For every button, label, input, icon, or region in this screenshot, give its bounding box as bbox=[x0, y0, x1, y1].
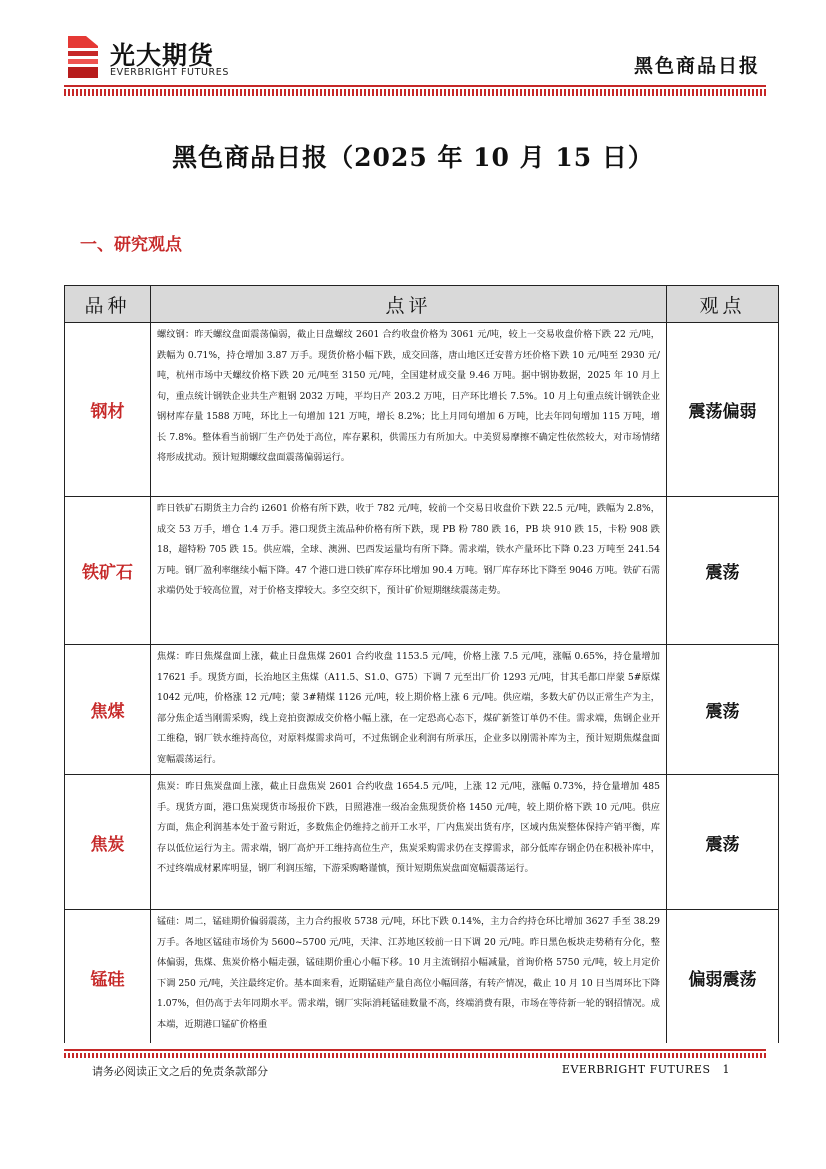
page-number: 1 bbox=[722, 1063, 730, 1076]
section-heading: 一、研究观点 bbox=[80, 235, 182, 255]
row-view: 震荡 bbox=[667, 775, 779, 910]
research-table bbox=[64, 285, 779, 1045]
logo-chinese-name: 光大期货 bbox=[110, 41, 215, 70]
row-view: 震荡 bbox=[667, 497, 779, 645]
row-comment: 焦炭：昨日焦炭盘面上涨，截止日盘焦炭 2601 合约收盘 1654.5 元/吨，上涨 12 元/吨，涨幅 0.73%，持仓量增加 485 手。现货方面，港口焦炭现货市场报价下跌，日照港准一级冶金焦现货价格 1450 元/吨，较上期价格下跌 10 元/吨。供应方面，焦企利润基本处于盈亏附近，多数焦企仍维持之前开工水平，厂内焦炭出货有序，区域内焦炭整体保持产销平衡，库存以低位运行为主。需求端，钢厂高炉开工维持高位生产，焦炭采购需求仍在支撑需求，部分低库存钢企仍在积极补库中，不过终端成材累库明显，钢厂利润压缩，下游采购略谨慎，预计短期焦炭盘面宽幅震荡运行。 bbox=[151, 775, 667, 910]
footer-divider-pattern bbox=[64, 1053, 766, 1058]
row-category: 钢材 bbox=[65, 323, 151, 497]
header-divider-pattern bbox=[64, 89, 766, 96]
document-title: 黑色商品日报（2025 年 10 月 15 日） bbox=[172, 143, 654, 172]
row-category: 铁矿石 bbox=[65, 497, 151, 645]
header-view: 观点 bbox=[667, 286, 779, 323]
table-row bbox=[65, 775, 779, 910]
logo-english-name: EVERBRIGHT FUTURES bbox=[110, 67, 229, 78]
footer-divider bbox=[64, 1049, 766, 1051]
table-row bbox=[65, 645, 779, 775]
header-report-name: 黑色商品日报 bbox=[633, 55, 760, 77]
row-comment-text: 锰硅：周二，锰硅期价偏弱震荡，主力合约报收 5738 元/吨，环比下跌 0.14%，主力合约持仓环比增加 3627 手至 38.29 万手。各地区锰硅市场价为 5600~5700 元/吨，天津、江苏地区较前一日下调 20 元/吨。昨日黑色板块走势稍有分化，整体偏弱，焦煤、焦炭价格小幅走强，锰硅期价重心小幅下移。10 月主流钢招小幅减量，首询价格 5750 元/吨，较上月定价下调 250 元/吨，关注最终定价。基本面来看，近期锰硅产量自高位小幅回落，有转产情况，截止 10 月 10 日当周环比下降 1.07%，但仍高于去年同期水平。需求端，钢厂实际消耗锰硅数量不高，终端消费有限，市场在等待新一轮的钢招情况。成本端，近期港口锰矿价格重 bbox=[157, 916, 660, 1030]
footer-area bbox=[0, 1043, 826, 1169]
row-view: 震荡偏弱 bbox=[667, 323, 779, 497]
header-comment: 点评 bbox=[151, 286, 667, 323]
row-comment: 昨日铁矿石期货主力合约 i2601 价格有所下跌，收于 782 元/吨，较前一个交易日收盘价下跌 22.5 元/吨，跌幅为 2.8%，成交 53 万手，增仓 1.4 万手。港口现货主流品种价格有所下跌，现 PB 粉 780 跌 16，PB 块 910 跌 15，卡粉 908 跌 18，超特粉 705 跌 15。供应端，全球、澳洲、巴西发运量均有所下降。需求端，铁水产量环比下降 0.23 万吨至 241.54 万吨。钢厂盈利率继续小幅下降。47 个港口进口铁矿库存环比增加 90.4 万吨。钢厂库存环比下降至 9046 万吨。铁矿石需求端仍处于较高位置，对于价格支撑较大。多空交织下，预计矿价短期继续震荡走势。 bbox=[151, 497, 667, 645]
row-category: 锰硅 bbox=[65, 910, 151, 1045]
row-view: 偏弱震荡 bbox=[667, 910, 779, 1045]
footer-brand-page bbox=[562, 1063, 730, 1076]
table-header-row bbox=[65, 286, 779, 323]
everbright-logo-icon bbox=[66, 34, 100, 80]
row-comment: 螺纹钢：昨天螺纹盘面震荡偏弱，截止日盘螺纹 2601 合约收盘价格为 3061 元/吨，较上一交易收盘价格下跌 22 元/吨，跌幅为 0.71%，持仓增加 3.87 万手。现货价格小幅下跌，成交回落，唐山地区迁安普方坯价格下跌 10 元/吨至 2930 元/吨，杭州市场中天螺纹价格下跌 20 元/吨至 3150 元/吨，全国建材成交量 9.46 万吨。据中钢协数据，2025 年 10 月上旬，重点统计钢铁企业共生产粗钢 2032 万吨，平均日产 203.2 万吨，日产环比增长 7.5%。10 月上旬重点统计钢铁企业钢材库存量 1588 万吨，环比上一旬增加 121 万吨，增长 8.2%；比上月同旬增加 6 万吨，比去年同旬增加 115 万吨，增长 7.8%。整体看当前钢厂生产仍处于高位，库存累积，供需压力有所加大。中美贸易摩擦不确定性依然较大，对市场情绪将形成扰动。预计短期螺纹盘面震荡偏弱运行。 bbox=[151, 323, 667, 497]
table-row bbox=[65, 910, 779, 1045]
footer-disclaimer: 请务必阅读正文之后的免责条款部分 bbox=[92, 1065, 268, 1078]
row-category: 焦炭 bbox=[65, 775, 151, 910]
row-category: 焦煤 bbox=[65, 645, 151, 775]
table-row bbox=[65, 497, 779, 645]
footer-brand: EVERBRIGHT FUTURES bbox=[561, 1063, 711, 1076]
row-comment bbox=[151, 910, 667, 1045]
row-comment: 焦煤：昨日焦煤盘面上涨，截止日盘焦煤 2601 合约收盘 1153.5 元/吨，价格上涨 7.5 元/吨，涨幅 0.65%，持仓量增加 17621 手。现货方面，长治地区主焦煤（A11.5、S1.0、G75）下调 7 元至出厂价 1293 元/吨，甘其毛都口岸蒙 5#原煤 1042 元/吨，价格涨 12 元/吨；蒙 3#精煤 1126 元/吨，较上期价格上涨 6 元/吨。供应端，多数大矿仍以正常生产为主，部分焦企适当刚需采购，线上竞拍资源成交价格小幅上涨，在一定恐高心态下，煤矿新签订单仍不佳。需求端，焦钢企业开工维稳，钢厂铁水维持高位，对原料煤需求尚可，不过焦钢企业利润有所承压，企业多以刚需补库为主，预计短期焦煤盘面宽幅震荡运行。 bbox=[151, 645, 667, 775]
header-divider bbox=[64, 85, 766, 87]
header-category: 品种 bbox=[65, 286, 151, 323]
table-row bbox=[65, 323, 779, 497]
row-view: 震荡 bbox=[667, 645, 779, 775]
